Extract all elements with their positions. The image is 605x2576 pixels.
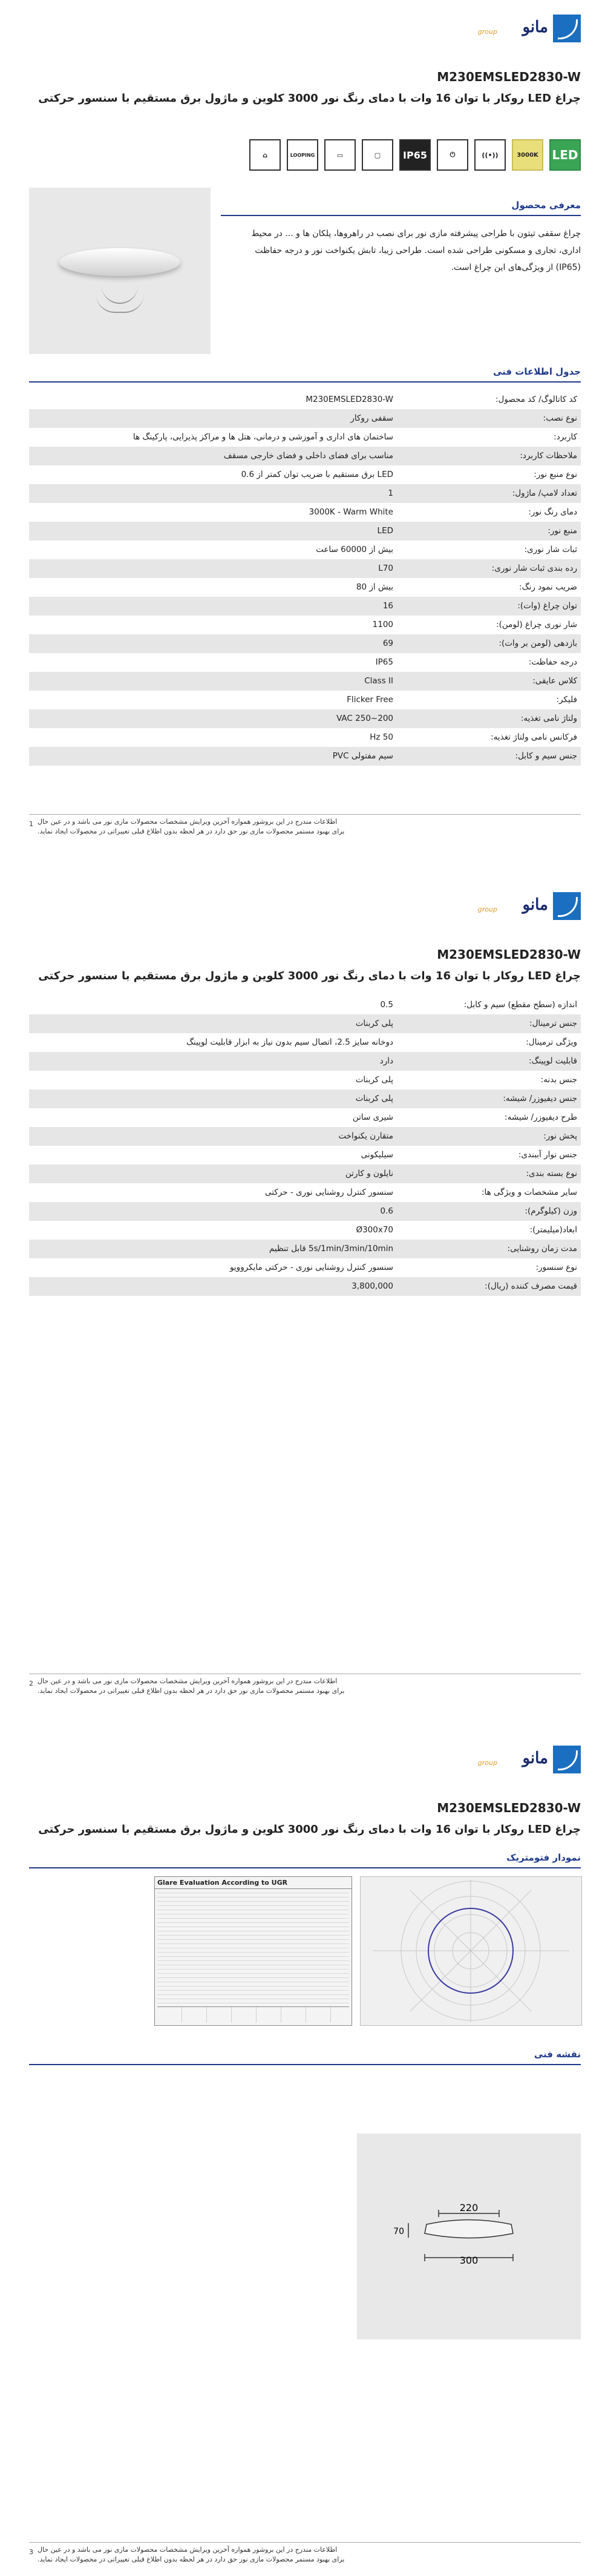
table-row (29, 597, 581, 616)
spec-label: دمای رنگ نور: (528, 507, 577, 517)
feature-icons (249, 139, 581, 173)
footer (29, 817, 581, 836)
footer-line-2: برای بهبود مستمر محصولات مازی نور حق دارد در هر لحظه بدون اطلاع قبلی تغییراتی در محصولات ایجاد نماید. (38, 827, 345, 835)
looping-icon: LOOPING (287, 139, 318, 171)
spec-label: ابعاد(میلیمتر): (529, 1225, 577, 1235)
spec-table-2 (29, 996, 581, 1296)
table-row (29, 1183, 581, 1202)
footer-rule (29, 814, 581, 815)
table-row (29, 390, 581, 409)
page-number: 3 (29, 2548, 33, 2556)
logo-mark-icon (553, 1746, 581, 1773)
logo-tagline: group (477, 1759, 497, 1767)
spec-value: 5s/1min/3min/10min قابل تنظیم (269, 1244, 393, 1254)
glare-title: Glare Evaluation According to UGR (155, 1877, 352, 1889)
spec-value: Ø300x70 (356, 1225, 393, 1235)
model-code: M230EMSLED2830-W (437, 947, 581, 962)
spec-label: اندازه (سطح مقطع) سیم و کابل: (463, 1000, 577, 1010)
ip65-icon: IP65 (399, 139, 431, 171)
spec-value: VAC 250~200 (336, 714, 393, 723)
spec-label: کلاس عایقی: (532, 676, 577, 686)
footer-line-2: برای بهبود مستمر محصولات مازی نور حق دارد در هر لحظه بدون اطلاع قبلی تغییراتی در محصولات ایجاد نماید. (38, 2555, 345, 2563)
spec-label: کد کاتالوگ/ کد محصول: (495, 395, 577, 404)
logo-mark-icon (553, 892, 581, 920)
spec-label: ملاحظات کاربرد: (520, 451, 577, 461)
spec-value: سنسور کنترل روشنایی نوری - حرکتی مایکروویو (229, 1263, 393, 1272)
product-image (29, 188, 211, 354)
spec-value: سیلیکونی (361, 1150, 393, 1160)
spec-value: 0.6 (380, 1206, 393, 1216)
fixture-shape (59, 248, 180, 276)
spec-value: دارد (379, 1056, 393, 1066)
table-row (29, 1240, 581, 1258)
table-row (29, 1221, 581, 1240)
table-row (29, 484, 581, 503)
intro-text: چراغ سقفی تیتون با طراحی پیشرفته مازی نور برای نصب در راهروها، پلکان ها و ... در محیط اداری، تجاری و مسکونی طراحی شده است. طراحی زیبا، تابش یکنواخت نور و درجه حفاظت (IP65) از ویژگی‌های این چراغ است. (251, 229, 581, 272)
brand-logo (466, 1746, 581, 1776)
table-row (29, 728, 581, 747)
spec-value: 1 (388, 488, 393, 498)
table-row (29, 691, 581, 709)
spec-label: رده بندی ثبات شار نوری: (491, 564, 577, 573)
spec-label: فرکانس نامی ولتاژ تغذیه: (491, 732, 577, 742)
table-row (29, 1014, 581, 1033)
spec-label: شار نوری چراغ (لومن): (496, 620, 577, 629)
table-row (29, 1108, 581, 1127)
install-height-icon: ⌂ (249, 139, 281, 171)
spec-value: سنسور کنترل روشنایی نوری - حرکتی (265, 1188, 393, 1197)
spec-value: بیش از 60000 ساعت (316, 545, 393, 554)
table-row (29, 1258, 581, 1277)
footer-line-1: اطلاعات مندرج در این بروشور همواره آخرین ویرایش مشخصات محصولات مازی نور می باشد و در عین حال (38, 1677, 338, 1685)
ugr-glare-table (154, 1876, 352, 2026)
footer (29, 2545, 581, 2564)
product-title: چراغ LED روکار با توان 16 وات با دمای رنگ نور 3000 کلوین و ماژول برق مستقیم با سنسور حرکتی (38, 1823, 581, 1836)
table-row (29, 1052, 581, 1071)
footer-line-2: برای بهبود مستمر محصولات مازی نور حق دارد در هر لحظه بدون اطلاع قبلی تغییراتی در محصولات ایجاد نماید. (38, 1687, 345, 1695)
spec-value: پلی کربنات (355, 1094, 393, 1103)
photometric-heading: نمودار فتومتریک (506, 1852, 581, 1863)
color-temp-icon: 3000K (512, 139, 543, 171)
spec-value: IP65 (375, 657, 393, 667)
spec-value: Class II (364, 676, 393, 686)
table-row (29, 522, 581, 540)
table-row (29, 709, 581, 728)
spec-label: جنس بدنه: (540, 1075, 577, 1085)
spec-label: جنس دیفیوزر/ شیشه: (503, 1094, 577, 1103)
footer-rule (29, 2542, 581, 2543)
table-row (29, 503, 581, 522)
class-ii-icon: ▢ (362, 139, 393, 171)
spec-value: M230EMSLED2830-W (306, 395, 393, 404)
table-row (29, 540, 581, 559)
spec-label: ثبات شار نوری: (524, 545, 577, 554)
led-icon: LED (549, 139, 581, 171)
start-time-icon: ⏻ (437, 139, 468, 171)
spec-value: LED برق مستقیم با ضریب توان کمتر از 0.6 (241, 470, 393, 479)
table-row (29, 1033, 581, 1052)
page-number: 2 (29, 1680, 33, 1687)
spec-label: نوع منبع نور: (534, 470, 577, 479)
polar-diagram (360, 1876, 582, 2026)
spec-value: 0.5 (380, 1000, 393, 1010)
page-number: 1 (29, 820, 33, 828)
intro-rule (221, 215, 581, 216)
table-row (29, 653, 581, 672)
spec-value: پلی کربنات (355, 1075, 393, 1085)
spec-value: مناسب برای فضای داخلی و فضای خارجی مسقف (223, 451, 393, 461)
photometric-rule (29, 1867, 581, 1868)
spec-label: جنس ترمینال: (529, 1019, 577, 1028)
table-row (29, 1089, 581, 1108)
spec-label: بازدهی (لومن بر وات): (499, 639, 577, 648)
table-row (29, 1277, 581, 1296)
spec-table-1 (29, 390, 581, 766)
spec-label: سایر مشخصات و ویژگی ها: (481, 1188, 577, 1197)
spec-label: نوع نصب: (543, 413, 577, 423)
product-title: چراغ LED روکار با توان 16 وات با دمای رنگ نور 3000 کلوین و ماژول برق مستقیم با سنسور حرکتی (38, 92, 581, 105)
model-code: M230EMSLED2830-W (437, 1801, 581, 1815)
dim-height: 70 (393, 2227, 404, 2236)
spec-value: بیش از 80 (356, 582, 393, 592)
logo-word: مانو (522, 18, 548, 36)
table-row (29, 634, 581, 653)
drawing-heading: نقشه فنی (534, 2049, 581, 2060)
table-row (29, 1165, 581, 1183)
spec-value: L70 (378, 564, 393, 573)
table-row (29, 1146, 581, 1165)
spec-value: نایلون و کارتن (345, 1169, 393, 1178)
spec-value: 16 (382, 601, 393, 611)
table-row (29, 409, 581, 428)
table-row (29, 428, 581, 447)
spec-value: متقارن یکنواخت (338, 1131, 393, 1141)
dim-bottom: 300 (459, 2255, 479, 2266)
logo-word: مانو (522, 896, 548, 914)
sensor-wave-icon (96, 294, 144, 313)
spec-value: LED (377, 526, 393, 536)
table-row (29, 1127, 581, 1146)
dim-top: 220 (459, 2202, 479, 2213)
table-row (29, 747, 581, 766)
brand-logo (466, 892, 581, 922)
footer-line-1: اطلاعات مندرج در این بروشور همواره آخرین ویرایش مشخصات محصولات مازی نور می باشد و در عین حال (38, 818, 338, 826)
footer-line-1: اطلاعات مندرج در این بروشور همواره آخرین ویرایش مشخصات محصولات مازی نور می باشد و در عین حال (38, 2546, 338, 2554)
spec-label: وزن (کیلوگرم): (525, 1206, 577, 1216)
spec-value: شیری ساتن (352, 1112, 393, 1122)
table-row (29, 578, 581, 597)
logo-tagline: group (477, 905, 497, 913)
table-row (29, 1202, 581, 1221)
page-2 (0, 878, 605, 1731)
glare-summary (157, 2006, 349, 2023)
spec-value: 3000K - Warm White (309, 507, 393, 517)
spec-label: توان چراغ (وات): (517, 601, 577, 611)
polar-svg (361, 1877, 581, 2025)
spec-label: نوع بسته بندی: (526, 1169, 577, 1178)
spec-value: دوخانه سایز 2.5، اتصال سیم بدون نیاز به ابزار قابلیت لوپینگ (186, 1037, 393, 1047)
glare-grid (157, 1889, 349, 2005)
spec-label: ولتاژ نامی تغذیه: (520, 714, 577, 723)
spec-label: تعداد لامپ/ ماژول: (512, 488, 577, 498)
table-row (29, 996, 581, 1014)
intro-heading: معرفی محصول (511, 200, 581, 211)
spec-value: 3,800,000 (352, 1281, 393, 1291)
product-title: چراغ LED روکار با توان 16 وات با دمای رنگ نور 3000 کلوین و ماژول برق مستقیم با سنسور حرکتی (38, 970, 581, 982)
spec-label: درجه حفاظت: (528, 657, 577, 667)
logo-mark-icon (553, 15, 581, 42)
spec-value: Flicker Free (347, 695, 393, 705)
spec-label: جنس سیم و کابل: (515, 751, 577, 761)
spec-value: 69 (382, 639, 393, 648)
drawing-rule (29, 2064, 581, 2065)
spec-heading: جدول اطلاعات فنی (493, 366, 581, 377)
spec-label: قابلیت لوپینگ: (528, 1056, 577, 1066)
table-row (29, 672, 581, 691)
spec-value: ساختمان های اداری و آموزشی و درمانی، هتل ها و مراکز پذیرایی، پارکینگ ها (132, 432, 393, 442)
logo-word: مانو (522, 1749, 548, 1767)
spec-label: فلیکر: (556, 695, 577, 705)
spec-value: سقفی روکار (350, 413, 393, 423)
spec-label: قیمت مصرف کننده (ریال): (485, 1281, 577, 1291)
spec-value: Hz 50 (370, 732, 393, 742)
motion-sensor-icon: ((•)) (474, 139, 506, 171)
model-code: M230EMSLED2830-W (437, 70, 581, 84)
table-row (29, 465, 581, 484)
spec-rule (29, 381, 581, 383)
footer (29, 1677, 581, 1696)
spec-label: مدت زمان روشنایی: (507, 1244, 577, 1254)
table-row (29, 616, 581, 634)
table-row (29, 1071, 581, 1089)
spec-label: کاربرد: (554, 432, 577, 442)
surface-mount-icon: ▭ (324, 139, 356, 171)
spec-value: پلی کربنات (355, 1019, 393, 1028)
table-row (29, 447, 581, 465)
spec-label: نوع سنسور: (535, 1263, 577, 1272)
table-row (29, 559, 581, 578)
spec-label: پخش نور: (543, 1131, 577, 1141)
spec-label: جنس نوار آببندی: (518, 1150, 577, 1160)
spec-value: سیم مفتولی PVC (332, 751, 393, 761)
spec-label: منبع نور: (548, 526, 577, 536)
dimension-drawing (357, 2134, 581, 2339)
spec-label: ضریب نمود رنگ: (519, 582, 577, 592)
brand-logo (466, 15, 581, 45)
logo-tagline: group (477, 28, 497, 36)
spec-value: 1100 (372, 620, 393, 629)
dimension-svg (357, 2134, 581, 2339)
spec-label: ویژگی ترمینال: (526, 1037, 577, 1047)
spec-label: طرح دیفیوزر/ شیشه: (505, 1112, 577, 1122)
page-1 (0, 0, 605, 878)
